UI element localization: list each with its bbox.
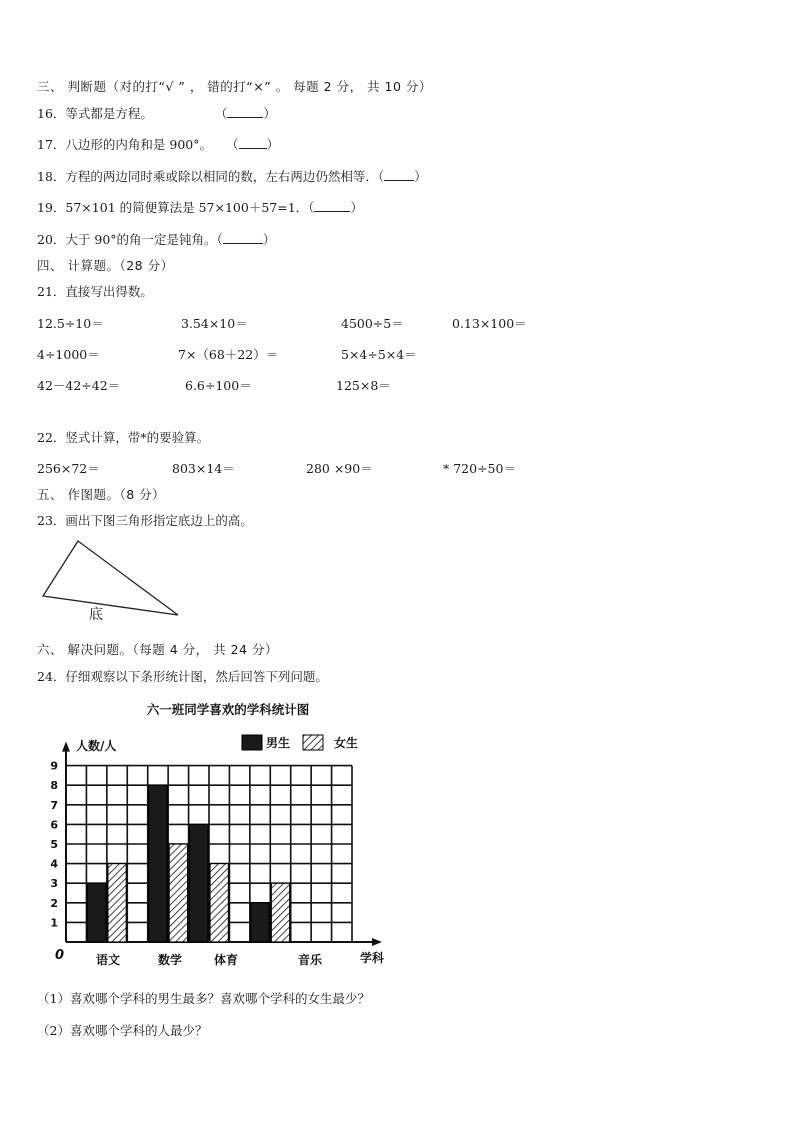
chart-title: 六一班同学喜欢的学科统计图: [146, 702, 310, 717]
q21-r3-c2: 6.6÷100＝: [185, 378, 252, 393]
q18-text: 18．方程的两边同时乘或除以相同的数，左右两边仍然相等．: [37, 169, 378, 184]
q19-text: 19．57×101 的简便算法是 57×100＋57=1．: [37, 200, 309, 215]
x-category-label: 语文: [95, 953, 121, 967]
section3-heading: 三、 判断题（对的打“√ ” ， 错的打“×” 。 每题 2 分， 共 10 分）: [37, 79, 432, 94]
q24-title: 24．仔细观察以下条形统计图，然后回答下列问题。: [37, 669, 328, 684]
q21-r2-c3: 5×4÷5×4＝: [341, 347, 417, 362]
q22-item-4: * 720÷50＝: [443, 461, 516, 476]
q21-r1-c4: 0.13×100＝: [452, 316, 527, 331]
question-17: [37, 135, 279, 153]
bar-boys-1: [87, 883, 105, 942]
q21-r1-c1: 12.5÷10＝: [37, 316, 104, 331]
section6-heading: 六、 解决问题。（每题 4 分， 共 24 分）: [37, 642, 278, 657]
bar-chart: [40, 695, 400, 975]
chart-origin: 0: [55, 948, 65, 963]
question-20: [37, 230, 275, 248]
legend-boys-label: 男生: [266, 736, 291, 750]
bar-girls-3: [210, 864, 228, 942]
bar-girls-2: [169, 844, 187, 942]
q22-item-1: 256×72＝: [37, 461, 100, 476]
triangle-base-label: 底: [89, 607, 103, 623]
section4-heading: 四、 计算题。（28 分）: [37, 258, 174, 273]
triangle-figure: [36, 535, 186, 625]
y-tick-label: 4: [50, 857, 58, 871]
y-tick-label: 1: [50, 916, 58, 930]
q16-answer-blank[interactable]: [227, 105, 263, 118]
x-category-label: 数学: [157, 953, 183, 967]
q20-paren-close: ）: [262, 232, 276, 247]
bar-boys-4: [251, 903, 269, 942]
q21-title: 21．直接写出得数。: [37, 284, 153, 299]
q21-r3-c1: 42－42÷42＝: [37, 378, 121, 393]
legend-girls-swatch: [303, 735, 323, 750]
q18-answer-blank[interactable]: [384, 168, 414, 181]
q20-answer-blank[interactable]: [223, 231, 263, 244]
q19-answer-blank[interactable]: [314, 199, 350, 212]
y-tick-label: 7: [50, 798, 58, 812]
triangle-shape: [43, 541, 178, 615]
x-axis-arrow: [372, 938, 382, 946]
y-tick-label: 9: [50, 759, 58, 773]
chart-xlabel: 学科: [360, 951, 385, 965]
legend-boys-swatch: [242, 735, 262, 750]
y-tick-label: 5: [50, 838, 58, 851]
q17-paren-close: ）: [266, 137, 280, 152]
question-18: [37, 167, 427, 185]
legend-girls-label: 女生: [334, 736, 359, 750]
q16-paren-close: ）: [263, 106, 276, 121]
y-tick-label: 3: [50, 877, 58, 891]
bar-boys-3: [190, 824, 208, 942]
q22-item-2: 803×14＝: [172, 461, 235, 476]
q21-r1-c3: 4500÷5＝: [341, 316, 404, 331]
section5-heading: 五、 作图题。（8 分）: [37, 487, 166, 502]
q16-paren-open: （: [214, 106, 228, 121]
bar-girls-4: [271, 883, 289, 942]
q21-r1-c2: 3.54×10＝: [181, 316, 248, 331]
q23-title: 23．画出下图三角形指定底边上的高。: [37, 513, 253, 528]
question-16: [37, 104, 276, 122]
q20-text: 20．大于 90°的角一定是钝角。: [37, 232, 217, 247]
x-category-label: 音乐: [297, 953, 323, 967]
bar-boys-2: [149, 785, 167, 942]
q18-paren-close: ）: [414, 169, 427, 184]
y-tick-label: 2: [50, 896, 58, 910]
q17-paren-open: （: [226, 137, 239, 152]
q17-answer-blank[interactable]: [239, 136, 267, 149]
bar-girls-1: [108, 864, 126, 942]
q22-title: 22．竖式计算，带*的要验算。: [37, 430, 210, 445]
chart-ylabel: 人数/人: [76, 739, 117, 753]
q24-sub2: （2）喜欢哪个学科的人最少？: [37, 1023, 208, 1038]
q21-r2-c1: 4÷1000＝: [37, 347, 100, 362]
q24-sub1: （1）喜欢哪个学科的男生最多？喜欢哪个学科的女生最少？: [37, 991, 370, 1006]
q22-item-3: 280 ×90＝: [306, 461, 373, 476]
x-category-label: 体育: [213, 953, 239, 967]
q21-r3-c3: 125×8＝: [336, 378, 391, 393]
y-tick-label: 8: [50, 779, 58, 793]
y-axis-arrow: [62, 742, 70, 752]
q18-paren-open: （: [377, 169, 385, 184]
q20-paren-open: （: [216, 232, 223, 247]
q16-text: 16．等式都是方程。: [37, 106, 153, 121]
question-19: [37, 198, 363, 216]
y-tick-label: 6: [50, 818, 58, 832]
q19-paren-open: （: [308, 200, 315, 215]
q19-paren-close: ）: [350, 200, 363, 215]
q17-text: 17．八边形的内角和是 900°。: [37, 137, 212, 152]
q21-r2-c2: 7×（68＋22）＝: [178, 347, 279, 362]
